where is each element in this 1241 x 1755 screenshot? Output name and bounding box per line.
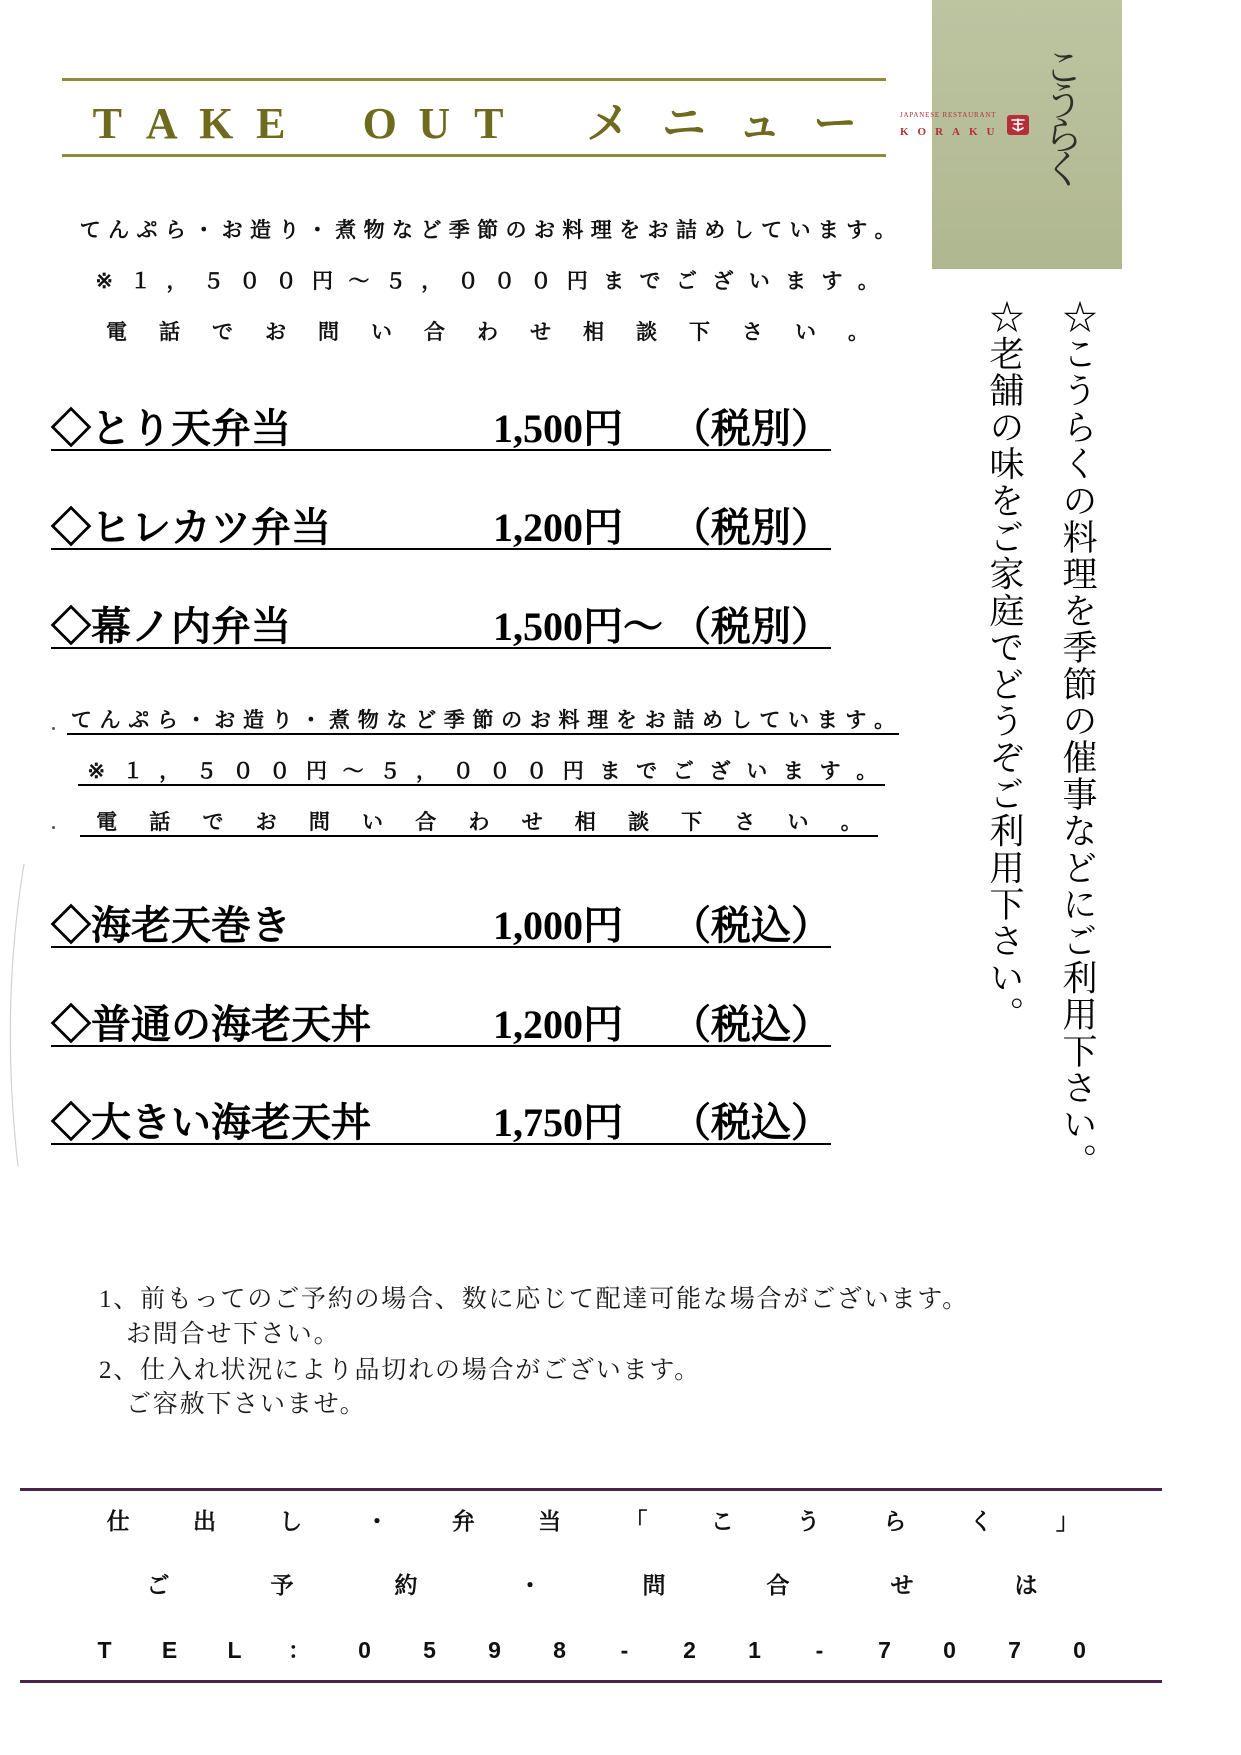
glyph: 仕 (106, 1508, 130, 1534)
menu-item (51, 1101, 831, 1145)
glyph: こ (710, 1508, 734, 1534)
glyph: 季 (443, 709, 465, 732)
glyph: ご (675, 270, 697, 293)
intro-line-contents (76, 219, 899, 243)
glyph: 。 (874, 219, 896, 242)
glyph: E (161, 1637, 178, 1663)
glyph: 煮 (335, 219, 357, 242)
glyph: 季 (448, 219, 470, 242)
glyph: め (701, 709, 723, 732)
intro-line-contact (90, 321, 885, 345)
title-rule-bottom (62, 154, 886, 157)
glyph: わ (477, 321, 498, 344)
glyph: お (265, 321, 286, 344)
glyph: ０ (232, 760, 254, 783)
stray-mark (52, 826, 55, 829)
glyph: 下 (681, 811, 703, 834)
glyph: い (795, 321, 816, 344)
glyph: O (362, 99, 397, 148)
glyph: を (619, 219, 641, 242)
glyph: 話 (159, 321, 180, 344)
seal-icon (1006, 114, 1030, 136)
glyph: ま (599, 760, 621, 783)
glyph: 物 (357, 709, 379, 732)
glyph: い (789, 219, 811, 242)
note-delivery-contact: お問合せ下さい。 (126, 1321, 341, 1348)
footer-telephone (72, 1636, 1112, 1664)
glyph: ま (816, 709, 838, 732)
menu-item-tax: （税込） (671, 903, 831, 948)
glyph: ま (782, 760, 804, 783)
menu-item-tax: （税別） (671, 505, 831, 550)
glyph: 節 (472, 709, 494, 732)
title-rule-top (62, 78, 886, 81)
glyph: せ (521, 811, 543, 834)
menu-item-name: ◇海老天巻き (51, 903, 291, 948)
glyph: 7 (878, 1637, 891, 1663)
glyph: ぷ (136, 219, 158, 242)
menu-item-name: ◇ヒレカツ弁当 (51, 505, 331, 550)
glyph: 理 (587, 709, 609, 732)
glyph: せ (890, 1572, 914, 1598)
footer-rule-bottom (20, 1680, 1162, 1683)
menu-item (51, 1003, 831, 1047)
glyph: ０ (530, 270, 552, 293)
glyph: お (255, 811, 277, 834)
menu-item (51, 407, 831, 451)
menu-item-tax: （税別） (671, 604, 831, 649)
notice-line-price-range (78, 760, 885, 786)
glyph: ・ (365, 1508, 389, 1534)
glyph: U (418, 99, 451, 148)
glyph (516, 99, 571, 149)
glyph: １ (130, 270, 152, 293)
glyph: ０ (452, 760, 474, 783)
glyph: い (788, 709, 810, 732)
glyph: 1 (748, 1637, 761, 1663)
glyph: ら (164, 219, 186, 242)
menu-item-tax: （税込） (671, 1100, 831, 1145)
glyph: - (815, 1637, 824, 1663)
glyph: 合 (766, 1572, 790, 1598)
stray-mark (52, 727, 55, 730)
menu-item (51, 506, 831, 550)
glyph: ま (817, 219, 839, 242)
glyph: し (730, 709, 752, 732)
glyph: 。 (840, 811, 862, 834)
glyph: 理 (590, 219, 612, 242)
glyph: い (371, 321, 392, 344)
footer-shop-name (75, 1507, 1111, 1535)
glyph: ～ (348, 270, 370, 293)
glyph: な (386, 709, 408, 732)
logo-tagline: JAPANESE RESTAURANT (900, 111, 997, 119)
logo-brand: KORAKU (900, 126, 1004, 138)
glyph: お (214, 709, 236, 732)
glyph: 2 (683, 1637, 696, 1663)
glyph: ん (99, 709, 121, 732)
glyph: ど (415, 709, 437, 732)
glyph: わ (468, 811, 490, 834)
glyph: な (391, 219, 413, 242)
glyph: 「 (624, 1508, 648, 1534)
glyph: ー (813, 99, 858, 148)
glyph: T (92, 99, 122, 148)
glyph: 0 (1073, 1637, 1086, 1663)
glyph: 談 (627, 811, 649, 834)
menu-item-tax: （税込） (671, 1002, 831, 1047)
glyph: 0 (943, 1637, 956, 1663)
glyph: ０ (457, 270, 479, 293)
glyph: 問 (318, 321, 339, 344)
glyph: 円 (312, 270, 334, 293)
glyph: 造 (250, 219, 272, 242)
glyph: 電 (96, 811, 118, 834)
glyph: 節 (477, 219, 499, 242)
glyph: T (97, 1637, 112, 1663)
glyph: す (846, 219, 868, 242)
glyph: ， (416, 760, 438, 783)
glyph: ０ (526, 760, 548, 783)
menu-item-price: 1,500円～ (493, 604, 663, 649)
note-sold-out: 2、仕入れ状況により品切れの場合がございます。 (99, 1357, 701, 1384)
glyph: 問 (642, 1572, 666, 1598)
glyph: ん (108, 219, 130, 242)
glyph: り (278, 219, 300, 242)
glyph: お (644, 709, 666, 732)
glyph: て (79, 219, 101, 242)
glyph: 円 (562, 760, 584, 783)
glyph: ・ (193, 219, 215, 242)
glyph: 相 (574, 811, 596, 834)
glyph: ５ (195, 760, 217, 783)
glyph: 料 (558, 709, 580, 732)
menu-item-price: 1,200円 (493, 505, 623, 550)
glyph: ５ (202, 270, 224, 293)
glyph: ・ (306, 219, 328, 242)
glyph: 」 (1055, 1508, 1079, 1534)
glyph: お (529, 709, 551, 732)
glyph: お (647, 219, 669, 242)
glyph: く (969, 1508, 993, 1534)
glyph: い (362, 811, 384, 834)
glyph: メ (586, 99, 631, 148)
glyph: ５ (384, 270, 406, 293)
menu-item-price: 1,000円 (493, 903, 623, 948)
glyph: T (474, 99, 504, 148)
glyph: ・ (185, 709, 207, 732)
glyph: ： (288, 1637, 311, 1663)
glyph: A (145, 99, 178, 148)
glyph: て (70, 709, 92, 732)
glyph: 弁 (451, 1508, 475, 1534)
side-note-seasonal: ☆こうらくの料理を季節の催事などにご利用下さい。 (1058, 299, 1097, 1180)
glyph: で (202, 811, 224, 834)
glyph: ０ (489, 760, 511, 783)
menu-item-price: 1,500円 (493, 406, 623, 451)
glyph: 円 (566, 270, 588, 293)
menu-item-name: ◇幕ノ内弁当 (51, 604, 291, 649)
glyph: を (615, 709, 637, 732)
glyph: ご (146, 1572, 170, 1598)
glyph: ・ (518, 1572, 542, 1598)
glyph: 談 (636, 321, 657, 344)
glyph: 話 (149, 811, 171, 834)
glyph: す (819, 760, 841, 783)
decorative-arc (0, 860, 30, 1170)
glyph: い (746, 760, 768, 783)
footer-rule-top (20, 1488, 1162, 1491)
glyph: 出 (192, 1508, 216, 1534)
footer-reservation-label (96, 1571, 1088, 1599)
menu-item-name: ◇普通の海老天丼 (51, 1002, 371, 1047)
glyph: ま (785, 270, 807, 293)
glyph: 円 (305, 760, 327, 783)
menu-item (51, 605, 831, 649)
glyph: い (748, 270, 770, 293)
glyph: さ (742, 321, 763, 344)
glyph: 約 (394, 1572, 418, 1598)
glyph: す (821, 270, 843, 293)
glyph: １ (122, 760, 144, 783)
glyph: し (732, 219, 754, 242)
glyph: の (505, 219, 527, 242)
notice-line-contents (67, 709, 899, 735)
glyph: う (797, 1508, 821, 1534)
glyph: ら (156, 709, 178, 732)
glyph: 煮 (329, 709, 351, 732)
glyph: 物 (363, 219, 385, 242)
glyph: K (199, 99, 234, 148)
glyph: E (256, 99, 286, 148)
glyph: 。 (848, 321, 869, 344)
glyph: し (279, 1508, 303, 1534)
glyph: ０ (239, 270, 261, 293)
glyph: 相 (583, 321, 604, 344)
glyph: ニ (661, 99, 706, 148)
glyph: せ (530, 321, 551, 344)
glyph: ※ (95, 270, 113, 293)
glyph: お (533, 219, 555, 242)
glyph: 8 (553, 1637, 566, 1663)
menu-item-name: ◇大きい海老天丼 (51, 1100, 371, 1145)
glyph: - (620, 1637, 629, 1663)
glyph: ぷ (128, 709, 150, 732)
glyph: ０ (275, 270, 297, 293)
note-delivery: 1、前もってのご予約の場合、数に応じて配達可能な場合がございます。 (99, 1286, 969, 1313)
glyph: 合 (415, 811, 437, 834)
glyph: す (845, 709, 867, 732)
glyph: 5 (423, 1637, 436, 1663)
glyph: 0 (358, 1637, 371, 1663)
glyph: で (212, 321, 233, 344)
glyph: 問 (308, 811, 330, 834)
glyph: 予 (270, 1572, 294, 1598)
glyph: て (761, 219, 783, 242)
glyph: ュ (737, 99, 782, 148)
glyph: 電 (106, 321, 127, 344)
glyph: ※ (87, 760, 106, 783)
glyph: ～ (342, 760, 364, 783)
menu-item-name: ◇とり天弁当 (51, 406, 291, 451)
glyph: ま (603, 270, 625, 293)
note-apology: ご容赦下さいませ。 (126, 1391, 367, 1418)
intro-line-price-range (86, 270, 887, 294)
glyph: で (639, 270, 661, 293)
glyph: ざ (709, 760, 731, 783)
glyph: ， (159, 760, 181, 783)
glyph: ・ (300, 709, 322, 732)
glyph (298, 99, 353, 149)
glyph: り (271, 709, 293, 732)
glyph: L (227, 1637, 242, 1663)
glyph: て (759, 709, 781, 732)
glyph: の (501, 709, 523, 732)
glyph: 9 (488, 1637, 501, 1663)
menu-item-price: 1,750円 (493, 1100, 623, 1145)
glyph: ど (420, 219, 442, 242)
glyph: 合 (424, 321, 445, 344)
glyph: ０ (493, 270, 515, 293)
menu-item (51, 904, 831, 948)
menu-item-tax: （税別） (671, 406, 831, 451)
glyph: ， (166, 270, 188, 293)
glyph: ５ (379, 760, 401, 783)
glyph: い (787, 811, 809, 834)
notice-line-contact (80, 811, 878, 837)
glyph: 当 (538, 1508, 562, 1534)
side-note-home: ☆老舗の味をご家庭でどうぞご利用下さい。 (985, 299, 1024, 1033)
glyph: ら (883, 1508, 907, 1534)
glyph: 。 (857, 270, 879, 293)
glyph: 。 (856, 760, 878, 783)
glyph: ざ (712, 270, 734, 293)
glyph: ご (672, 760, 694, 783)
glyph: は (1014, 1572, 1038, 1598)
glyph: お (221, 219, 243, 242)
glyph: 詰 (675, 219, 697, 242)
glyph: さ (734, 811, 756, 834)
glyph: で (636, 760, 658, 783)
glyph: 7 (1008, 1637, 1021, 1663)
glyph: 造 (242, 709, 264, 732)
logo-calligraphy: こうらく (1038, 46, 1083, 182)
glyph: 。 (874, 709, 896, 732)
glyph: 詰 (673, 709, 695, 732)
glyph: ， (421, 270, 443, 293)
glyph: ０ (269, 760, 291, 783)
glyph: 下 (689, 321, 710, 344)
glyph: め (704, 219, 726, 242)
page-title (80, 99, 873, 149)
menu-item-price: 1,200円 (493, 1002, 623, 1047)
glyph: 料 (562, 219, 584, 242)
